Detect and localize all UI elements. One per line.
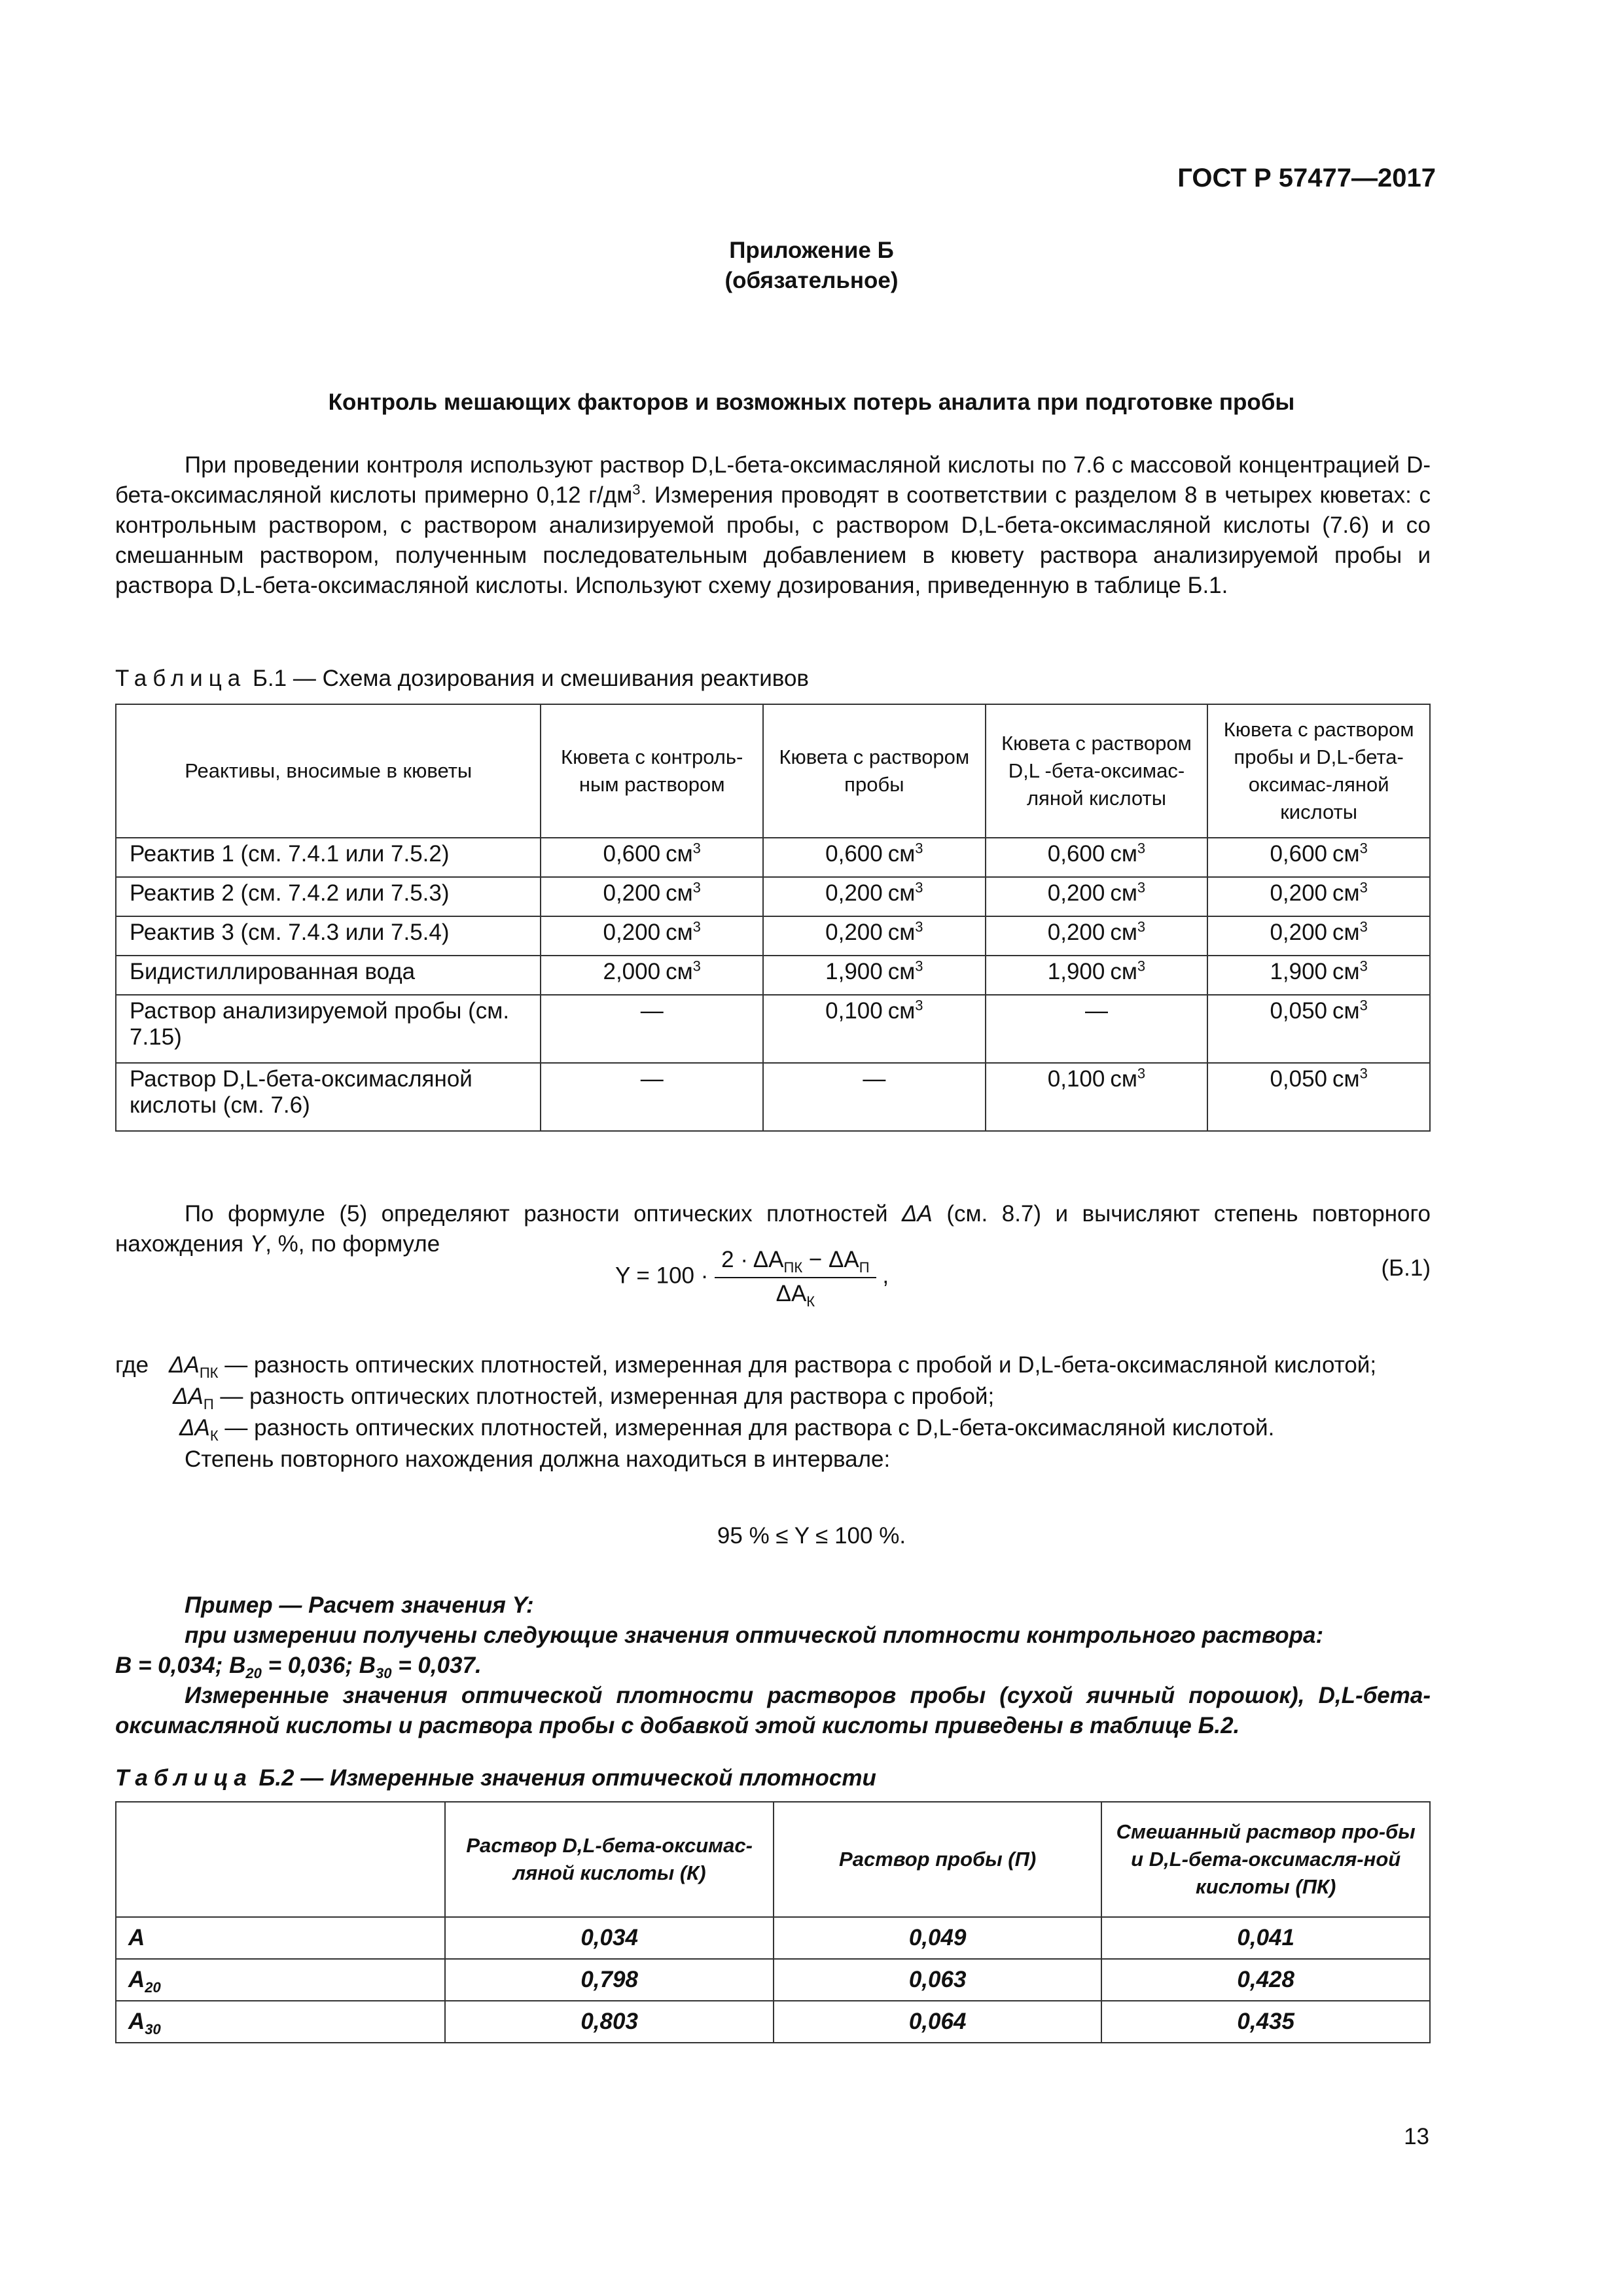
table-cell: — bbox=[541, 1063, 763, 1131]
col-header: Раствор D,L-бета-оксимас-ляной кислоты (К) bbox=[445, 1802, 774, 1917]
table1-caption: Таблица Б.1 — Схема дозирования и смешивания реактивов bbox=[115, 666, 810, 691]
col-header: Реактивы, вносимые в кюветы bbox=[116, 704, 541, 838]
row-label: Бидистиллированная вода bbox=[116, 956, 541, 995]
table-cell: 0,034 bbox=[445, 1917, 774, 1959]
table-cell: 0,050 $см^3$ bbox=[1207, 1063, 1430, 1131]
annex-heading bbox=[0, 236, 1623, 296]
table-cell: 0,600 $см^3$ bbox=[763, 838, 986, 877]
table-cell: 0,600 $см^3$ bbox=[541, 838, 763, 877]
table-row bbox=[116, 838, 1430, 877]
col-header: Раствор пробы (П) bbox=[774, 1802, 1102, 1917]
table-header-row bbox=[116, 1802, 1430, 1917]
row-label: Раствор анализируемой пробы (см. 7.15) bbox=[116, 995, 541, 1063]
table-cell: 0,200 $см^3$ bbox=[986, 916, 1208, 956]
row-label: Реактив 3 (см. 7.4.3 или 7.5.4) bbox=[116, 916, 541, 956]
col-header: Смешанный раствор про-бы и D,L-бета-оксимасля-ной кислоты (ПК) bbox=[1101, 1802, 1430, 1917]
table-cell: 0,200 $см^3$ bbox=[763, 916, 986, 956]
formula-intro: По формуле (5) определяют разности оптических плотностей ΔA (см. 8.7) и вычисляют степень повторного нахождения Y, %, по формуле bbox=[115, 1201, 1431, 1257]
section-title: Контроль мешающих факторов и возможных потерь аналита при подготовке пробы bbox=[328, 389, 1295, 415]
col-header: Кювета с раствором пробы bbox=[763, 704, 986, 838]
table-cell: — bbox=[541, 995, 763, 1063]
example-title: Пример — Расчет значения Y: bbox=[185, 1592, 534, 1618]
intro-paragraph: При проведении контроля используют раствор D,L-бета-оксимасляной кислоты по 7.6 с массовой концентрацией D-бета-оксимасляной кислоты примерно 0,12 $г/дм^3$. Измерения проводят в соответствии с разделом 8 в четырех кюветах: с контрольным раствором, с раствором анализируемой пробы, с раствором D,L-бета-оксимасляной кислоты (7.6) и со смешанным раствором, полученным последовательным добавлением в кювету раствора анализируемой пробы и раствора D,L-бета-оксимасляной кислоты. Используют схему дозирования, приведенную в таблице Б.1. bbox=[115, 452, 1431, 598]
annex-title: Приложение Б bbox=[729, 238, 894, 263]
table-cell: 0,063 bbox=[774, 1959, 1102, 2001]
table-row bbox=[116, 1063, 1430, 1131]
table-row bbox=[116, 995, 1430, 1063]
example-values: B = 0,034; $B_{20} = 0,036$; $B_{30} = 0,037$. bbox=[115, 1653, 482, 1681]
table-row bbox=[116, 877, 1430, 916]
table-cell: 0,200 $см^3$ bbox=[986, 877, 1208, 916]
table-row bbox=[116, 2001, 1430, 2043]
interval-text: Степень повторного нахождения должна находиться в интервале: bbox=[185, 1446, 891, 1472]
table-row bbox=[116, 956, 1430, 995]
row-label: Реактив 1 (см. 7.4.1 или 7.5.2) bbox=[116, 838, 541, 877]
table2-caption: Таблица Б.2 — Измеренные значения оптической плотности bbox=[115, 1765, 876, 1791]
formula-number: (Б.1) bbox=[1381, 1255, 1431, 1281]
formula-b1: Y = 100 · $\frac{2 \cdot \Delta A_{ПК} - \Delta A_П}{\Delta A_К}$ , bbox=[615, 1247, 889, 1310]
example-block bbox=[115, 1590, 1431, 1741]
table-row bbox=[116, 1917, 1430, 1959]
where-item: где $\Delta A_{ПК}$ — разность оптических плотностей, измеренная для раствора с пробой и D,L-бета-оксимасляной кислотой; bbox=[115, 1352, 1377, 1381]
row-label: $A_{30}$ bbox=[116, 2001, 445, 2043]
table-cell: 0,200 $см^3$ bbox=[763, 877, 986, 916]
col-header: Кювета с раствором пробы и D,L-бета-оксимас-ляной кислоты bbox=[1207, 704, 1430, 838]
table-cell: 0,200 $см^3$ bbox=[541, 916, 763, 956]
row-label: Реактив 2 (см. 7.4.2 или 7.5.3) bbox=[116, 877, 541, 916]
formula-denominator: $\Delta A_К$ bbox=[776, 1281, 815, 1310]
page-number: 13 bbox=[1404, 2124, 1429, 2149]
where-item: $\Delta A_П$ — разность оптических плотностей, измеренная для раствора с пробой; bbox=[173, 1384, 995, 1412]
table-cell: 1,900 $см^3$ bbox=[1207, 956, 1430, 995]
optical-density-table bbox=[115, 1801, 1431, 2043]
table-row bbox=[116, 916, 1430, 956]
table-cell: 0,428 bbox=[1101, 1959, 1430, 2001]
document-code: ГОСТ Р 57477—2017 bbox=[1177, 164, 1436, 192]
table-header-row bbox=[116, 704, 1430, 838]
row-label: Раствор D,L-бета-оксимасляной кислоты (см. 7.6) bbox=[116, 1063, 541, 1131]
table-row bbox=[116, 1959, 1430, 2001]
table-cell: 1,900 $см^3$ bbox=[986, 956, 1208, 995]
table-cell: 0,041 bbox=[1101, 1917, 1430, 1959]
table-cell: 0,200 $см^3$ bbox=[1207, 877, 1430, 916]
formula-fraction bbox=[715, 1247, 876, 1310]
col-header bbox=[116, 1802, 445, 1917]
interval-formula: 95 % ≤ Y ≤ 100 %. bbox=[717, 1523, 906, 1549]
table-cell: 0,050 $см^3$ bbox=[1207, 995, 1430, 1063]
table-cell: 0,600 $см^3$ bbox=[1207, 838, 1430, 877]
where-item: $\Delta A_К$ — разность оптических плотностей, измеренная для раствора с D,L-бета-оксимасляной кислотой. bbox=[179, 1415, 1275, 1444]
table-cell: — bbox=[986, 995, 1208, 1063]
table-cell: 0,798 bbox=[445, 1959, 774, 2001]
table-cell: 0,200 $см^3$ bbox=[541, 877, 763, 916]
table-cell: — bbox=[763, 1063, 986, 1131]
table-cell: 0,100 $см^3$ bbox=[763, 995, 986, 1063]
table-cell: 0,049 bbox=[774, 1917, 1102, 1959]
where-block bbox=[115, 1350, 1431, 1475]
col-header: Кювета с контроль-ным раствором bbox=[541, 704, 763, 838]
example-line: Измеренные значения оптической плотности растворов пробы (сухой яичный порошок), D,L-бета-оксимасляной кислоты и раствора пробы с добавкой этой кислоты приведены в таблице Б.2. bbox=[115, 1683, 1431, 1738]
dosing-table bbox=[115, 704, 1431, 1132]
table-cell: 0,100 $см^3$ bbox=[986, 1063, 1208, 1131]
annex-status: (обязательное) bbox=[724, 268, 899, 293]
table-cell: 0,200 $см^3$ bbox=[1207, 916, 1430, 956]
formula-numerator: $2 \cdot \Delta A_{ПК} - \Delta A_П$ bbox=[715, 1247, 876, 1278]
example-line: при измерении получены следующие значения оптической плотности контрольного раствора: bbox=[185, 1623, 1324, 1648]
table-cell: 2,000 $см^3$ bbox=[541, 956, 763, 995]
col-header: Кювета с раствором D,L -бета-оксимас-ляной кислоты bbox=[986, 704, 1208, 838]
table-cell: 0,803 bbox=[445, 2001, 774, 2043]
row-label: $A_{20}$ bbox=[116, 1959, 445, 2001]
row-label: A bbox=[116, 1917, 445, 1959]
table-cell: 0,064 bbox=[774, 2001, 1102, 2043]
table-cell: 1,900 $см^3$ bbox=[763, 956, 986, 995]
table-cell: 0,435 bbox=[1101, 2001, 1430, 2043]
table-cell: 0,600 $см^3$ bbox=[986, 838, 1208, 877]
